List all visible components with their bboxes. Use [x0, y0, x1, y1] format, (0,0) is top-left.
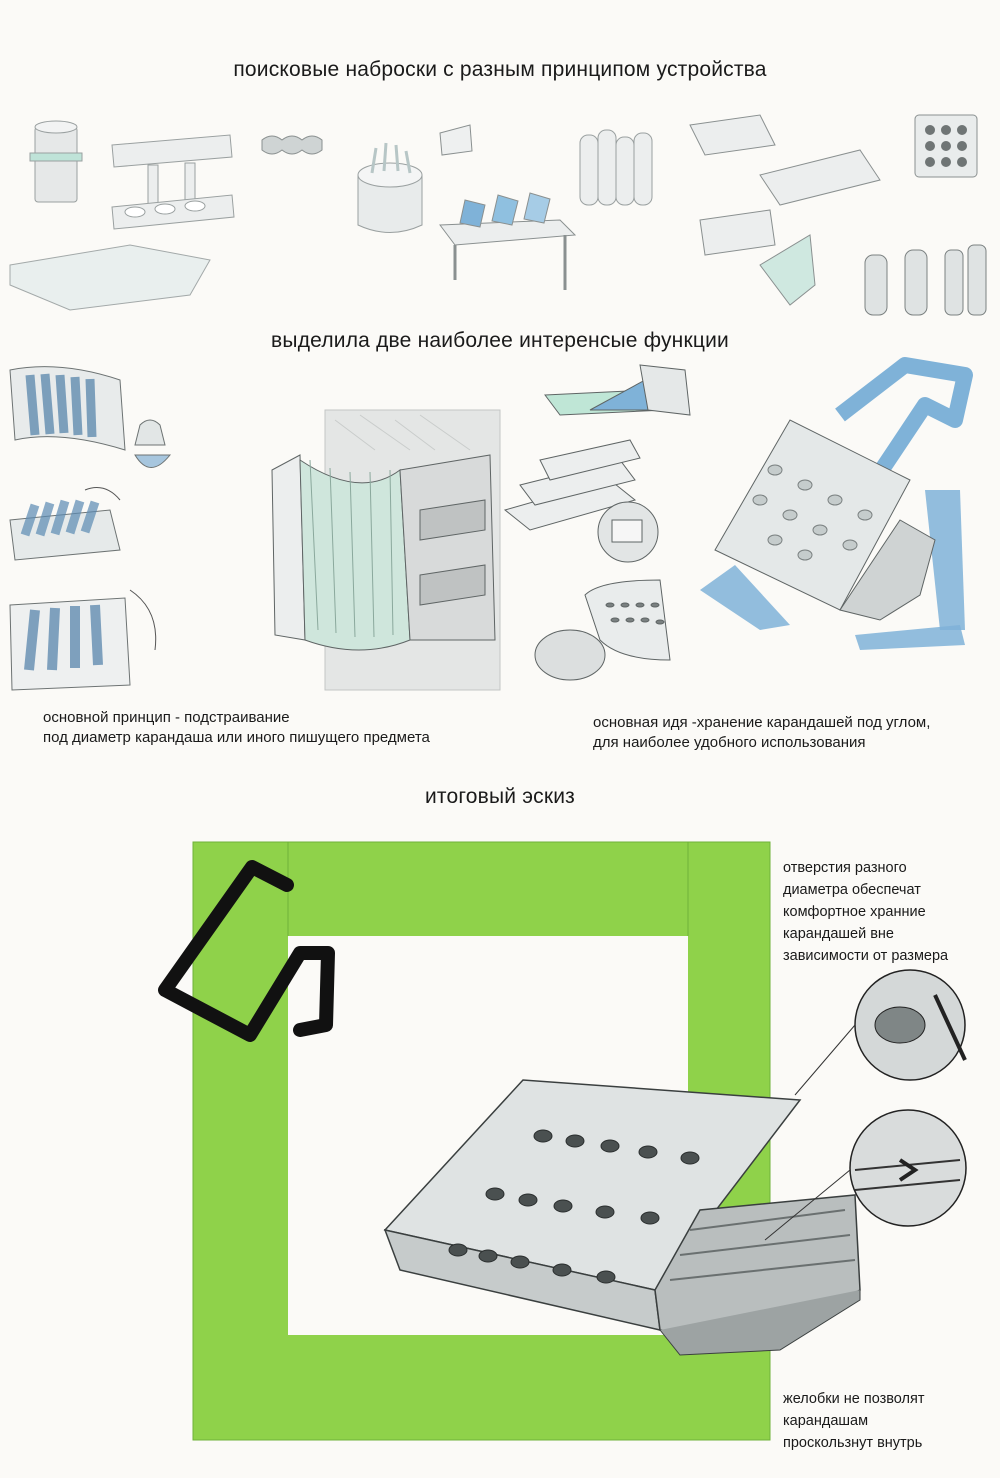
exploratory-sketches-row — [0, 95, 1000, 330]
note-grooves-line-1: желобки не позволят — [783, 1391, 925, 1407]
sketch-accordion-fan — [10, 488, 120, 560]
sketch-angled-stand-small — [545, 365, 690, 415]
heading-selected-functions: выделила две наиболее интеренсые функции — [271, 329, 729, 352]
detail-hole-magnifier — [855, 970, 965, 1080]
caption-left-line-1: основной принцип - подстраивание — [43, 709, 290, 726]
note-holes-line-3: комфортное хранние — [783, 904, 926, 920]
caption-right-line-2: для наиболее удобного использования — [593, 734, 866, 751]
pointer-line-holes — [795, 1025, 855, 1095]
sketch-divider-rack — [440, 125, 575, 290]
heading-exploratory-sketches: поисковые наброски с разным принципом устройства — [233, 58, 767, 81]
sketch-nine-hole-block — [915, 115, 977, 177]
note-holes-line-5: зависимости от размера — [783, 948, 949, 964]
caption-left-line-2: под диаметр карандаша или иного пишущего предмета — [43, 729, 430, 746]
sketch-folded-sheet — [10, 245, 210, 310]
sketch-accordion-top — [10, 367, 125, 450]
sketch-round-tray — [112, 135, 234, 229]
sketch-accordion-box — [10, 590, 156, 690]
sketch-curved-perforated-sheet — [535, 580, 670, 680]
sketch-clip-shape — [262, 136, 322, 154]
sketch-pencil-caps — [865, 245, 986, 315]
note-grooves — [783, 1388, 925, 1454]
sketch-oval-cup — [358, 143, 422, 233]
note-grooves-line-3: проскользнут внутрь — [783, 1435, 923, 1451]
sketch-tube-bundle — [580, 130, 652, 205]
note-grooves-line-2: карандашам — [783, 1413, 869, 1429]
note-hole-diameters — [783, 857, 948, 967]
caption-right-line-1: основная идя -хранение карандашей под углом, — [593, 714, 931, 731]
sketch-perforated-blocks — [690, 115, 880, 305]
sketch-stepped-grooves — [505, 440, 658, 562]
heading-final-sketch: итоговый эскиз — [424, 785, 576, 808]
note-holes-line-4: карандашей вне — [783, 926, 894, 942]
selected-sketches-row — [0, 360, 1000, 705]
note-holes-line-2: диаметра обеспечат — [783, 882, 921, 898]
note-holes-line-1: отверстия разного — [783, 860, 907, 876]
sketch-curved-fan-holder — [272, 410, 500, 690]
caption-adjustment-principle — [43, 708, 430, 748]
detail-groove-magnifier — [850, 1110, 966, 1226]
sketch-cylinder-holder — [30, 121, 82, 202]
sketch-blue-frame-holder — [700, 365, 965, 650]
caption-angled-storage — [593, 713, 930, 753]
sketch-fan-pieces — [135, 420, 170, 468]
